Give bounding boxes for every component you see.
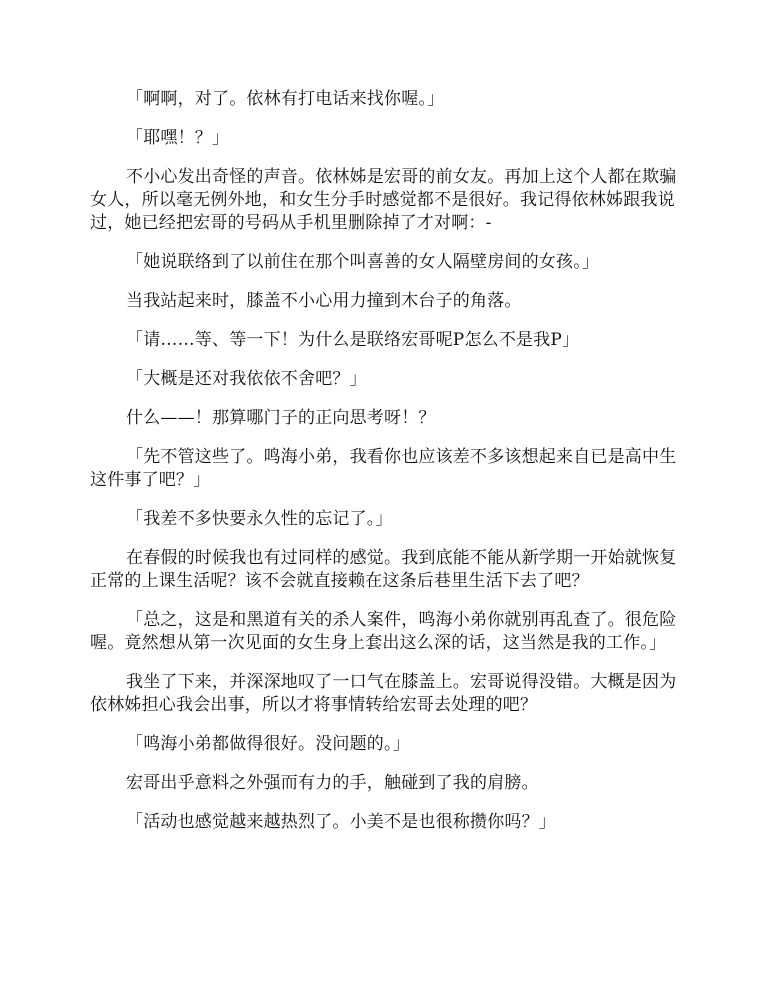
paragraph: 我坐了下来，并深深地叹了一口气在膝盖上。宏哥说得没错。大概是因为依林姊担心我会出事，所以才将事情转给宏哥去处理的吧？ (90, 672, 677, 715)
paragraph: 什么——！那算哪门子的正向思考呀！？ (126, 408, 436, 428)
paragraph: 不小心发出奇怪的声音。依林姊是宏哥的前女友。再加上这个人都在欺骗女人，所以毫无例外地，和女生分手时感觉都不是很好。我记得依林姊跟我说过，她已经把宏哥的号码从手机里删除掉了才对啊：- (90, 167, 677, 233)
paragraph: 「请……等、等一下！为什么是联络宏哥呢P怎么不是我P」 (126, 330, 580, 350)
paragraph: 当我站起来时，膝盖不小心用力撞到木台子的角落。 (126, 291, 522, 311)
paragraph: 「啊啊，对了。依林有打电话来找你喔。」 (126, 89, 445, 109)
paragraph: 「鸣海小弟都做得很好。没问题的。」 (126, 734, 410, 754)
paragraph: 「她说联络到了以前住在那个叫喜善的女人隔壁房间的女孩。」 (126, 252, 600, 272)
paragraph: 「我差不多快要永久性的忘记了。」 (126, 509, 393, 529)
document-page (90, 88, 680, 850)
paragraph: 「耶嘿！？」 (126, 128, 230, 148)
paragraph: 宏哥出乎意料之外强而有力的手，触碰到了我的肩膀。 (126, 773, 539, 793)
paragraph: 在春假的时候我也有过同样的感觉。我到底能不能从新学期一开始就恢复正常的上课生活呢？该不会就直接赖在这条后巷里生活下去了吧？ (90, 548, 677, 591)
paragraph: 「活动也感觉越来越热烈了。小美不是也很称攒你吗？」 (126, 812, 556, 832)
paragraph: 「大概是还对我依依不舍吧？」 (126, 369, 367, 389)
paragraph: 「先不管这些了。鸣海小弟，我看你也应该差不多该想起来自已是高中生这件事了吧？」 (90, 447, 677, 490)
paragraph: 「总之，这是和黑道有关的杀人案件，鸣海小弟你就别再乱查了。很危险喔。竟然想从第一次见面的女生身上套出这么深的话，这当然是我的工作。」 (90, 610, 677, 653)
